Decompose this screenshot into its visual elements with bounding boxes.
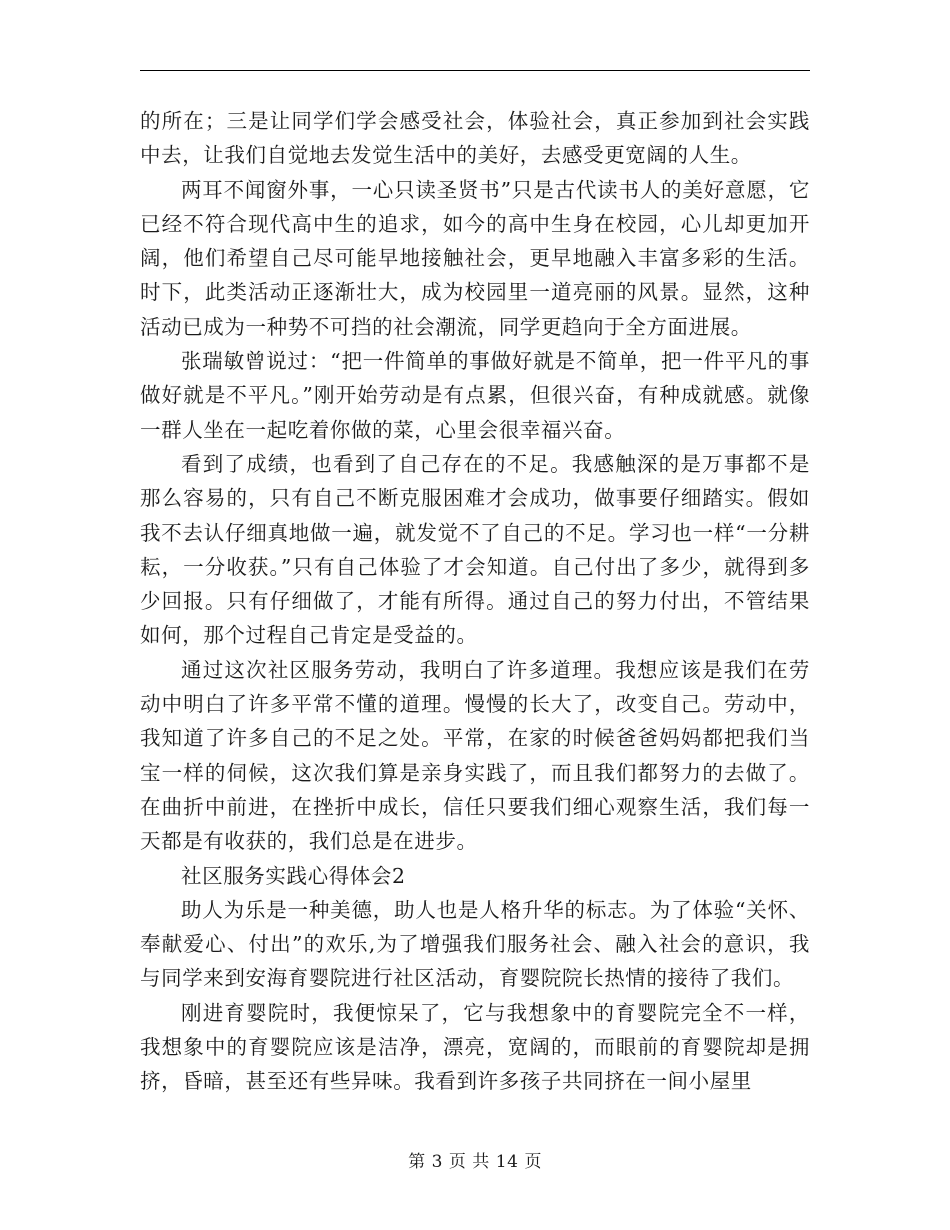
footer-suffix: 页 xyxy=(524,1152,542,1172)
page-number-footer xyxy=(0,1147,950,1172)
current-page-number: 3 xyxy=(431,1152,443,1172)
paragraph: 通过这次社区服务劳动，我明白了许多道理。我想应该是我们在劳动中明白了许多平常不懂的道理。慢慢的长大了，改变自己。劳动中，我知道了许多自己的不足之处。平常，在家的时候爸爸妈妈都把我们当宝一样的伺候，这次我们算是亲身实践了，而且我们都努力的去做了。在曲折中前进，在挫折中成长，信任只要我们细心观察生活，我们每一天都是有收获的，我们总是在进步。 xyxy=(140,657,810,854)
footer-middle: 页 共 xyxy=(448,1152,490,1172)
paragraph: 看到了成绩，也看到了自己存在的不足。我感触深的是万事都不是那么容易的，只有自己不断克服困难才会成功，做事要仔细踏实。假如我不去认仔细真地做一遍，就发觉不了自己的不足。学习也一样“一分耕耘，一分收获。”只有自己体验了才会知道。自己付出了多少，就得到多少回报。只有仔细做了，才能有所得。通过自己的努力付出，不管结果如何，那个过程自己肯定是受益的。 xyxy=(140,451,810,648)
paragraph: 刚进育婴院时，我便惊呆了，它与我想象中的育婴院完全不一样，我想象中的育婴院应该是洁净，漂亮，宽阔的，而眼前的育婴院却是拥挤，昏暗，甚至还有些异味。我看到许多孩子共同挤在一间小屋里 xyxy=(140,1000,810,1094)
header-rule xyxy=(140,70,810,71)
total-page-count: 14 xyxy=(495,1152,519,1172)
footer-prefix: 第 xyxy=(408,1152,426,1172)
paragraph: 张瑞敏曾说过：“把一件简单的事做好就是不简单，把一件平凡的事做好就是不平凡。”刚开始劳动是有点累，但很兴奋，有种成就感。就像一群人坐在一起吃着你做的菜，心里会很幸福兴奋。 xyxy=(140,349,810,442)
paragraph: 的所在；三是让同学们学会感受社会，体验社会，真正参加到社会实践中去，让我们自觉地去发觉生活中的美好，去感受更宽阔的人生。 xyxy=(140,109,810,168)
document-body xyxy=(140,104,810,1099)
paragraph: 助人为乐是一种美德，助人也是人格升华的标志。为了体验“关怀、奉献爱心、付出”的欢乐,为了增强我们服务社会、融入社会的意识，我与同学来到安海育婴院进行社区活动，育婴院院长热情的接待了我们。 xyxy=(140,897,810,991)
section-heading: 社区服务实践心得体会2 xyxy=(181,863,406,888)
paragraph: 两耳不闻窗外事，一心只读圣贤书”只是古代读书人的美好意愿，它已经不符合现代高中生的追求，如今的高中生身在校园，心儿却更加开阔，他们希望自己尽可能早地接触社会，更早地融入丰富多彩的生活。时下，此类活动正逐渐壮大，成为校园里一道亮丽的风景。显然，这种活动已成为一种势不可挡的社会潮流，同学更趋向于全方面进展。 xyxy=(140,177,810,339)
